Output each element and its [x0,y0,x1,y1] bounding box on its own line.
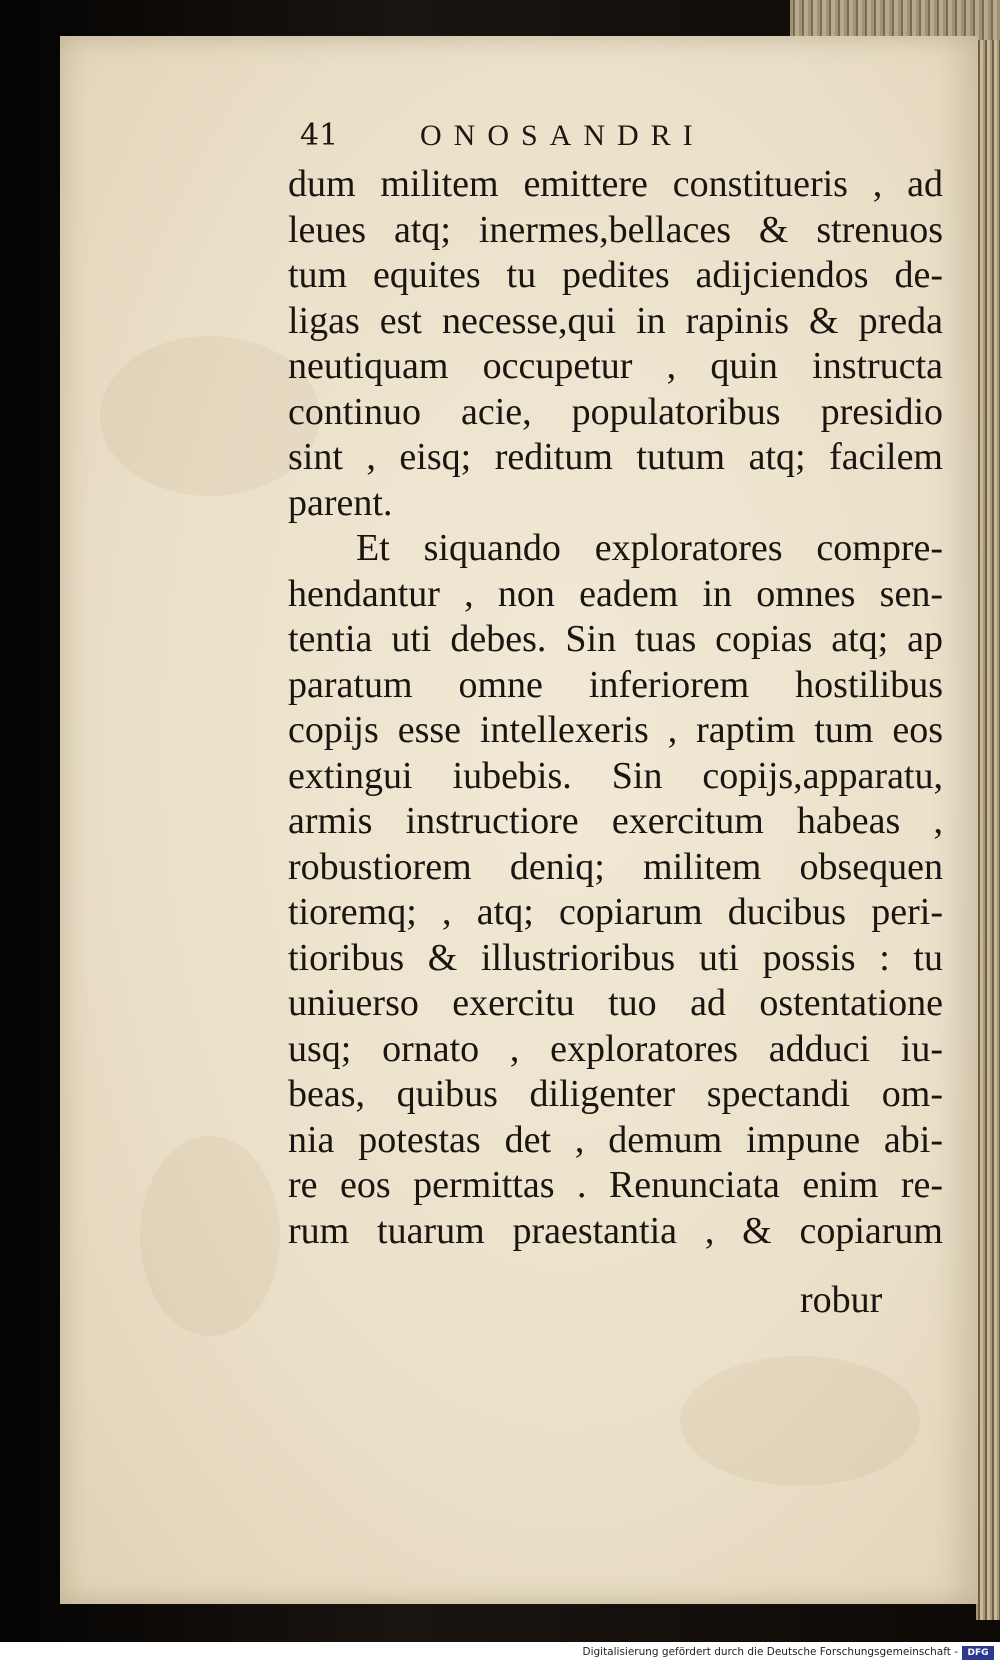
text-line: rum tuarum praestantia , & copiarum [288,1209,943,1252]
text-line: beas, quibus diligenter spectandi om- [288,1073,943,1115]
text-line: nia potestas det , demum impune abi- [288,1118,943,1161]
text-line: leues atq; inermes,bellaces & strenuos [288,208,943,251]
paper-stain [100,336,320,496]
text-line: hendantur , non eadem in omnes sen- [288,572,943,615]
text-line: ligas est necesse,qui in rapinis & preda [288,299,943,342]
book-fore-edge-right [976,40,1000,1620]
text-line: re eos permittas . Renunciata enim re- [288,1164,943,1206]
running-title: ONOSANDRI [420,119,705,152]
paper-stain [140,1136,280,1336]
text-line: tioribus & illustrioribus uti possis : tu [288,936,943,979]
text-line: robustiorem deniq; militem obsequen [288,845,943,888]
dfg-logo: DFG [962,1646,994,1660]
text-line: paratum omne inferiorem hostilibus [288,663,943,706]
running-head [300,118,820,162]
text-line: Et siquando exploratores compre- [356,527,943,569]
text-line: usq; ornato , exploratores adduci iu- [288,1027,943,1070]
text-line: tioremq; , atq; copiarum ducibus peri- [288,891,943,933]
digitization-credit: Digitalisierung gefördert durch die Deutsche Forschungsgemeinschaft - [582,1646,958,1658]
text-line: copijs esse intellexeris , raptim tum eos [288,709,943,751]
text-line: dum militem emittere constitueris , ad [288,163,943,205]
catchword: robur [800,1279,883,1321]
text-line: parent. [288,481,393,524]
paper-stain [680,1356,920,1486]
text-line: sint , eisq; reditum tutum atq; facilem [288,436,943,478]
text-line: uniuerso exercitu tuo ad ostentatione [288,982,943,1024]
text-line: tum equites tu pedites adijciendos de- [288,254,943,296]
text-line: armis instructiore exercitum habeas , [288,800,943,842]
page-number: 41 [300,118,339,153]
body-text [288,162,943,1254]
text-line: neutiquam occupetur , quin instructa [288,345,943,387]
text-line: continuo acie, populatoribus presidio [288,390,943,433]
text-line: tentia uti debes. Sin tuas copias atq; ap [288,618,943,660]
text-line: extingui iubebis. Sin copijs,apparatu, [288,754,943,797]
